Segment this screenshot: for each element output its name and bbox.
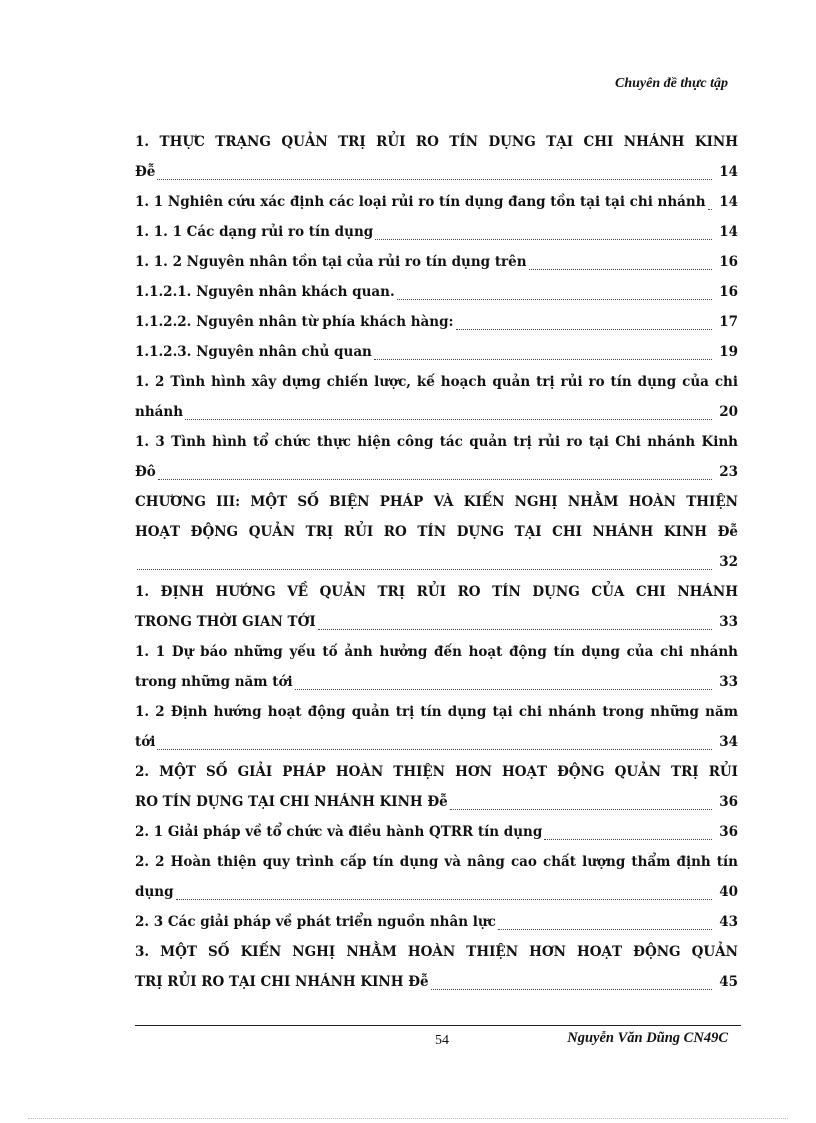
toc-page-number: 16: [719, 284, 738, 300]
dot-leader: [397, 287, 712, 300]
toc-entry[interactable]: [135, 941, 738, 963]
toc-entry-text: 1.1.2.3. Nguyên nhân chủ quan: [135, 344, 372, 360]
toc-entry[interactable]: [135, 581, 738, 603]
dot-leader: [158, 467, 712, 480]
header-title: Chuyên đề thực tập: [614, 76, 728, 91]
toc-entry[interactable]: [135, 281, 738, 303]
toc-entry[interactable]: [135, 551, 738, 573]
toc-entry-text: 2. 3 Các giải pháp về phát triển nguồn nhân lực: [135, 914, 496, 930]
toc-entry[interactable]: [135, 671, 738, 693]
toc-entry-text: TRONG THỜI GIAN TỚI: [135, 614, 316, 630]
toc-entry[interactable]: [135, 821, 738, 843]
toc-page-number: 14: [719, 224, 738, 240]
dot-leader: [498, 917, 712, 930]
dot-leader: [157, 737, 712, 750]
toc-entry[interactable]: [135, 371, 738, 393]
toc-entry[interactable]: [135, 431, 738, 453]
toc-entry-text: 2. 2 Hoàn thiện quy trình cấp tín dụng và nâng cao chất lượng thẩm định tín: [135, 854, 738, 870]
page-number: 54: [435, 1033, 449, 1048]
toc-page-number: 23: [719, 464, 738, 480]
toc-entry[interactable]: [135, 761, 738, 783]
toc-entry-text: 1. 1 Nghiên cứu xác định các loại rủi ro tín dụng đang tồn tại tại chi nhánh: [135, 194, 706, 210]
toc-entry[interactable]: [135, 521, 738, 543]
toc-page-number: 45: [719, 974, 738, 990]
toc-entry-text: tới: [135, 734, 156, 750]
toc-page-number: 14: [719, 164, 738, 180]
footer-divider: [135, 1025, 741, 1026]
toc-entry-text: 1. 3 Tình hình tổ chức thực hiện công tác quản trị rủi ro tại Chi nhánh Kinh: [135, 434, 738, 450]
toc-entry[interactable]: [135, 131, 738, 153]
footer-author: Nguyễn Văn Dũng CN49C: [567, 1030, 728, 1046]
toc-entry-text: 1. ĐỊNH HƯỚNG VỀ QUẢN TRỊ RỦI RO TÍN DỤNG CỦA CHI NHÁNH: [135, 584, 738, 600]
toc-entry-text: Đễ: [135, 164, 156, 180]
toc-page-number: 34: [719, 734, 738, 750]
toc-page-number: 43: [719, 914, 738, 930]
dot-leader: [374, 347, 712, 360]
toc-entry[interactable]: [135, 851, 738, 873]
toc-page-number: 36: [719, 824, 738, 840]
toc-entry-text: 2. 1 Giải pháp về tổ chức và điều hành QTRR tín dụng: [135, 824, 543, 840]
toc-entry[interactable]: [135, 161, 738, 183]
dot-leader: [295, 677, 712, 690]
dot-leader: [529, 257, 712, 270]
toc-entry[interactable]: [135, 491, 738, 513]
toc-entry[interactable]: [135, 641, 738, 663]
toc-entry-text: CHƯƠNG III: MỘT SỐ BIỆN PHÁP VÀ KIẾN NGHỊ NHẰM HOÀN THIỆN: [135, 494, 738, 510]
toc-page-number: 17: [719, 314, 738, 330]
dot-leader: [708, 197, 712, 210]
dot-leader: [431, 977, 712, 990]
toc-entry-text: TRỊ RỦI RO TẠI CHI NHÁNH KINH Đễ: [135, 974, 429, 990]
dot-leader: [375, 227, 712, 240]
toc-entry-text: 1. 1. 2 Nguyên nhân tồn tại của rủi ro tín dụng trên: [135, 254, 527, 270]
toc-entry-text: trong những năm tới: [135, 674, 293, 690]
toc-entry[interactable]: [135, 701, 738, 723]
dot-leader: [456, 317, 712, 330]
toc-entry-text: 1.1.2.2. Nguyên nhân từ phía khách hàng:: [135, 314, 454, 330]
toc-entry-text: 1. 2 Định hướng hoạt động quản trị tín dụng tại chi nhánh trong những năm: [135, 704, 738, 720]
toc-entry[interactable]: [135, 971, 738, 993]
toc-page-number: 32: [719, 554, 738, 570]
dot-leader: [318, 617, 712, 630]
toc-entry[interactable]: [135, 341, 738, 363]
toc-entry-text: nhánh: [135, 404, 184, 420]
toc-entry-text: 3. MỘT SỐ KIẾN NGHỊ NHẰM HOÀN THIỆN HƠN HOẠT ĐỘNG QUẢN: [135, 944, 738, 960]
toc-entry[interactable]: [135, 311, 738, 333]
toc-entry[interactable]: [135, 221, 738, 243]
toc-entry-text: Đô: [135, 464, 156, 480]
dot-leader: [450, 797, 712, 810]
page-edge-divider: [28, 1118, 788, 1119]
toc-entry-text: 1. THỰC TRẠNG QUẢN TRỊ RỦI RO TÍN DỤNG TẠI CHI NHÁNH KINH: [135, 134, 738, 150]
toc-entry-text: 1. 1. 1 Các dạng rủi ro tín dụng: [135, 224, 374, 240]
toc-page-number: 36: [719, 794, 738, 810]
toc-page-number: 14: [719, 194, 738, 210]
toc-page-number: 40: [719, 884, 738, 900]
toc-entry[interactable]: [135, 251, 738, 273]
dot-leader: [157, 167, 712, 180]
toc-entry-text: 1. 1 Dự báo những yếu tố ảnh hưởng đến hoạt động tín dụng của chi nhánh: [135, 644, 738, 660]
toc-entry-text: HOẠT ĐỘNG QUẢN TRỊ RỦI RO TÍN DỤNG TẠI CHI NHÁNH KINH Đễ: [135, 524, 738, 540]
toc-entry-text: RO TÍN DỤNG TẠI CHI NHÁNH KINH Đễ: [135, 794, 448, 810]
toc-entry[interactable]: [135, 911, 738, 933]
toc-entry[interactable]: [135, 881, 738, 903]
toc-page-number: 19: [719, 344, 738, 360]
toc-entry[interactable]: [135, 791, 738, 813]
toc-entry[interactable]: [135, 461, 738, 483]
toc-entry-text: dụng: [135, 884, 174, 900]
toc-page-number: 16: [719, 254, 738, 270]
toc-entry[interactable]: [135, 401, 738, 423]
toc-entry[interactable]: [135, 731, 738, 753]
toc-entry-text: 1. 2 Tình hình xây dựng chiến lược, kế hoạch quản trị rủi ro tín dụng của chi: [135, 374, 738, 390]
dot-leader: [176, 887, 712, 900]
toc-entry-text: 2. MỘT SỐ GIẢI PHÁP HOÀN THIỆN HƠN HOẠT ĐỘNG QUẢN TRỊ RỦI: [135, 764, 738, 780]
toc-entry[interactable]: [135, 611, 738, 633]
toc-page-number: 33: [719, 674, 738, 690]
dot-leader: [185, 407, 712, 420]
dot-leader: [544, 827, 712, 840]
toc-page-number: 33: [719, 614, 738, 630]
toc-entry[interactable]: [135, 191, 738, 213]
toc-page-number: 20: [719, 404, 738, 420]
dot-leader: [137, 557, 712, 570]
toc-entry-text: 1.1.2.1. Nguyên nhân khách quan.: [135, 284, 395, 300]
